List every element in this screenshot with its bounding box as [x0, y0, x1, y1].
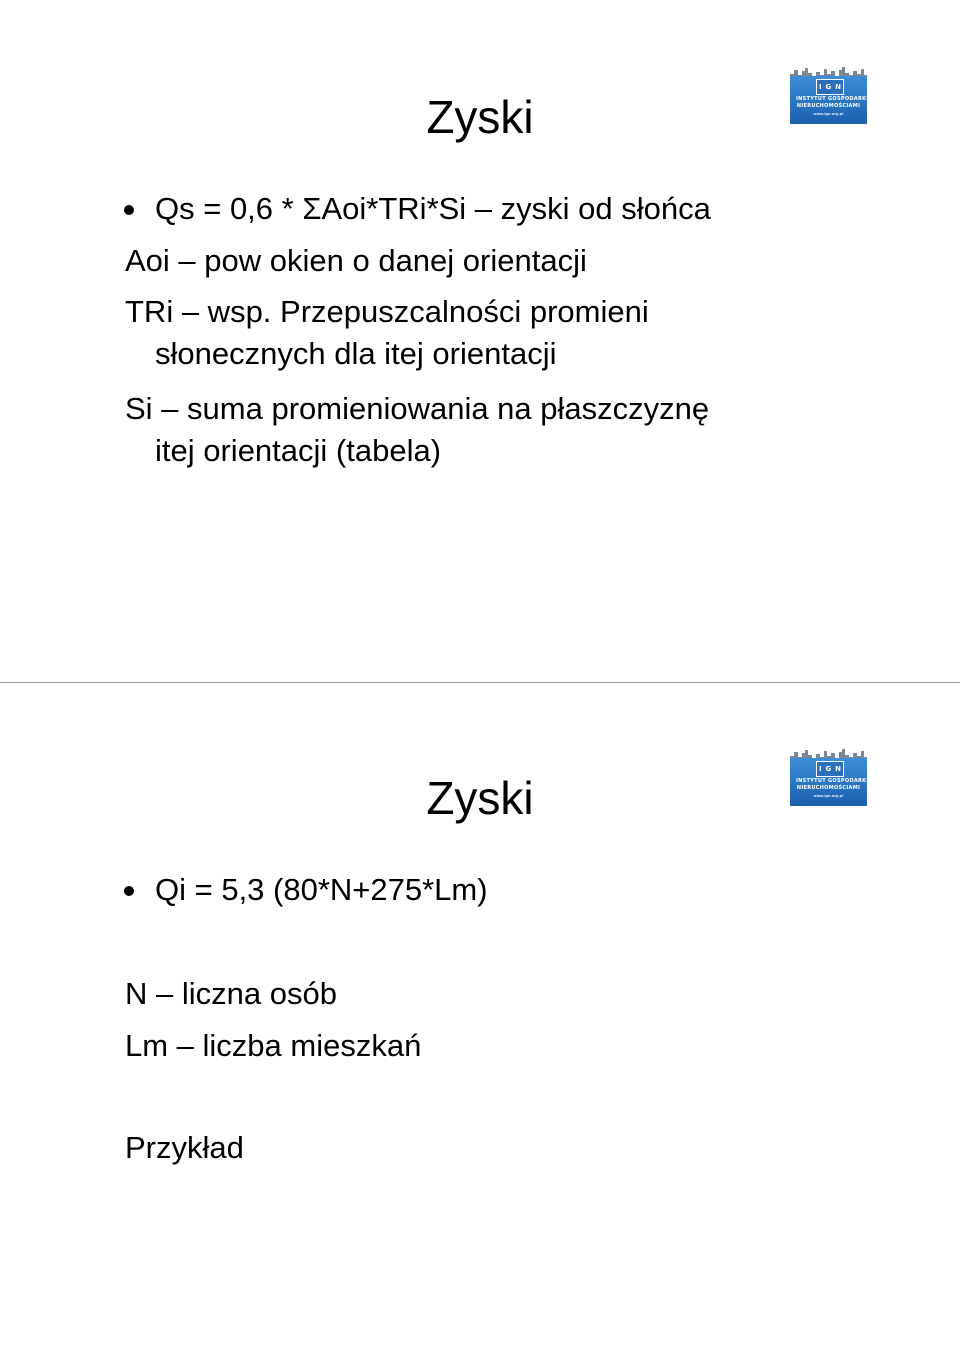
definition-line: Aoi – pow okien o danej orientacji: [125, 243, 587, 278]
definition-line: TRi – wsp. Przepuszcalności promieni: [125, 294, 649, 329]
example-label: Przykład: [125, 1130, 244, 1165]
ign-mark: [816, 79, 844, 95]
definition-line: N – liczna osób: [125, 976, 337, 1011]
definition-continuation: itej orientacji (tabela): [155, 433, 442, 468]
logo-letter: I: [818, 83, 822, 91]
formula-line: Qi = 5,3 (80*N+275*Lm): [155, 872, 488, 907]
logo-letter: I: [818, 765, 822, 773]
logo-letter: G: [825, 83, 832, 91]
logo-url: www.ign.org.pl: [813, 794, 844, 798]
bullet-icon: [124, 886, 134, 896]
logo-line-1: INSTYTUT GOSPODARKI: [796, 96, 869, 102]
logo-line-2: NIERUCHOMOŚCIAMI: [796, 785, 861, 791]
logo-url: www.ign.org.pl: [813, 112, 844, 116]
logo-line-2: NIERUCHOMOŚCIAMI: [796, 103, 861, 109]
logo-letter: G: [825, 765, 832, 773]
logo-letter: N: [835, 765, 842, 773]
slide-title: Zyski: [426, 91, 534, 143]
definition-line: Lm – liczba mieszkań: [125, 1028, 422, 1063]
slide-2: [0, 683, 960, 1366]
definition-line: Si – suma promieniowania na płaszczyznę: [125, 391, 710, 426]
definition-continuation: słonecznych dla itej orientacji: [155, 336, 557, 371]
bullet-icon: [124, 205, 134, 215]
slide-title: Zyski: [426, 772, 534, 824]
logo-letter: N: [835, 83, 842, 91]
slide-1: [0, 0, 960, 683]
formula-line: Qs = 0,6 * ΣAoi*TRi*Si – zyski od słońca: [155, 191, 711, 226]
logo-line-1: INSTYTUT GOSPODARKI: [796, 778, 869, 784]
